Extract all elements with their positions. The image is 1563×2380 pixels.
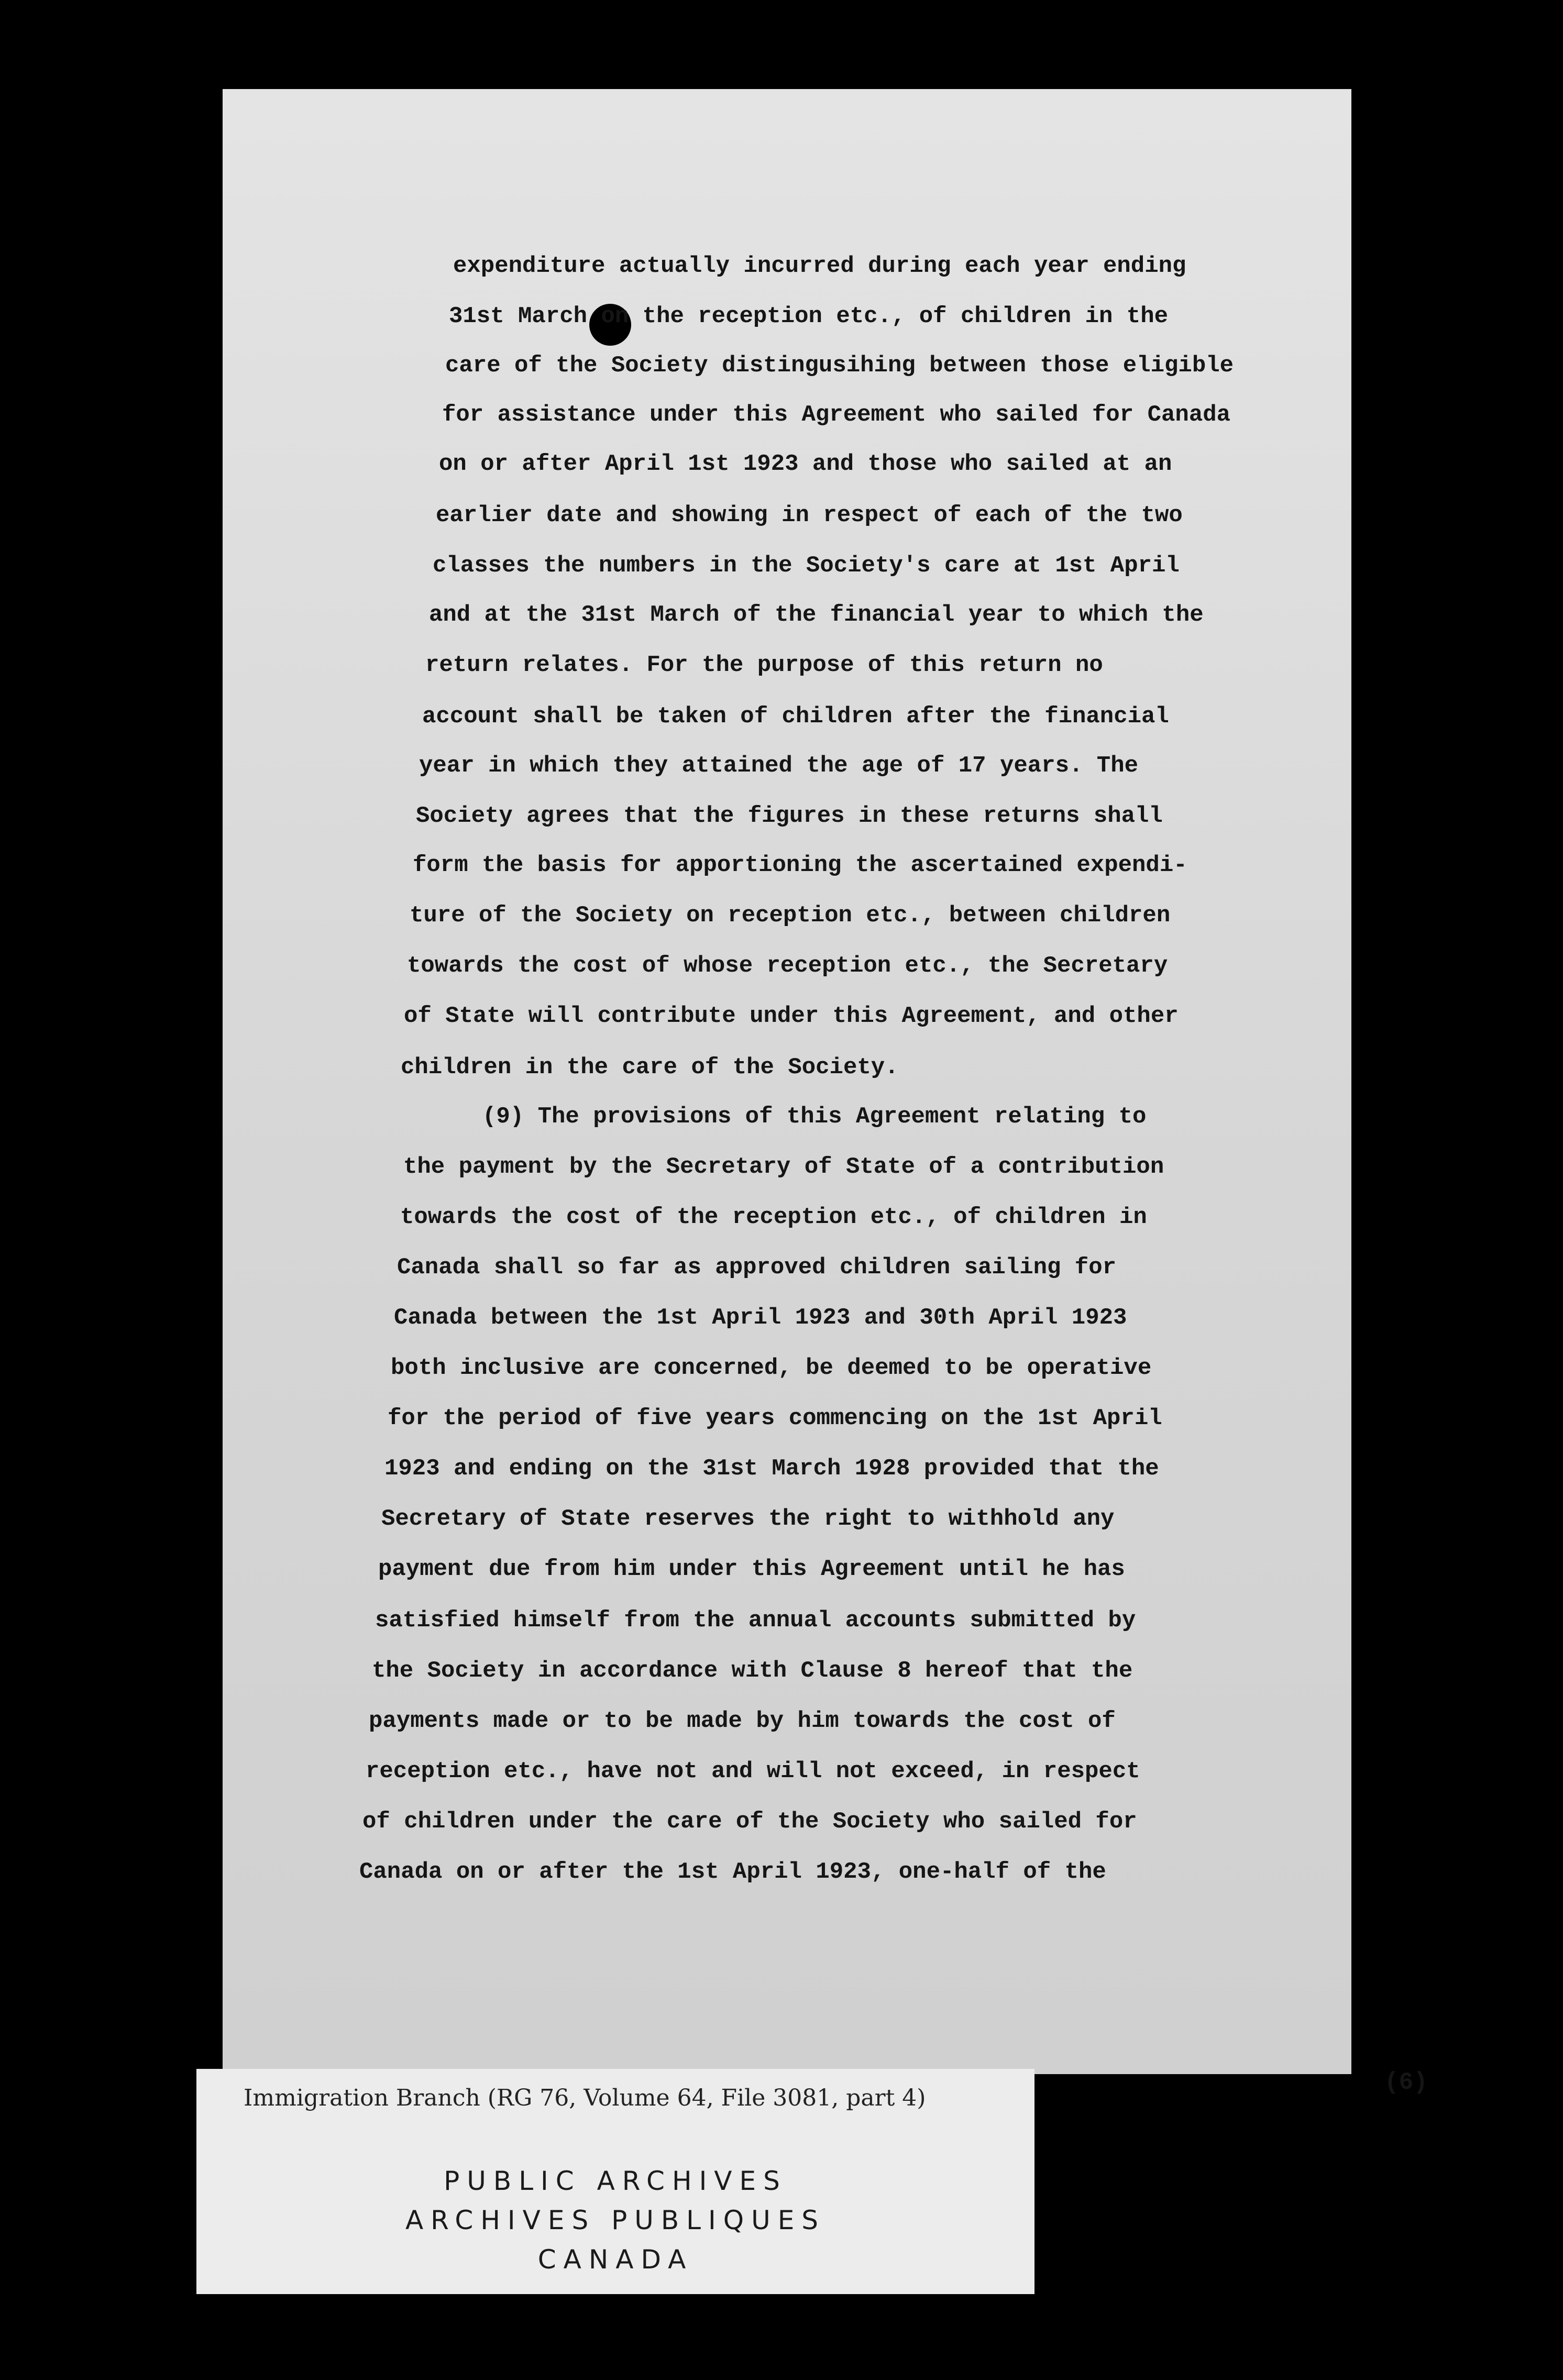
document-line: (9) The provisions of this Agreement relating to <box>482 1104 1147 1130</box>
document-line: both inclusive are concerned, be deemed to be operative <box>391 1355 1152 1381</box>
document-line: towards the cost of the reception etc., of children in <box>400 1204 1147 1230</box>
document-line: Canada shall so far as approved children sailing for <box>397 1254 1117 1281</box>
document-line: of State will contribute under this Agreement, and other <box>404 1003 1179 1029</box>
document-line: ture of the Society on reception etc., between children <box>410 902 1171 929</box>
archive-reference: Immigration Branch (RG 76, Volume 64, File 3081, part 4) <box>244 2085 926 2111</box>
document-line: Society agrees that the figures in these returns shall <box>416 803 1163 829</box>
document-page <box>223 89 1428 2096</box>
document-line: satisfied himself from the annual accounts submitted by <box>375 1607 1136 1634</box>
document-line: on or after April 1st 1923 and those who sailed at an <box>439 451 1172 477</box>
archive-title-en: PUBLIC ARCHIVES <box>444 2166 787 2196</box>
document-line: and at the 31st March of the financial year to which the <box>429 602 1204 628</box>
document-line: children in the care of the Society. <box>401 1054 899 1081</box>
document-line: expenditure actually incurred during each year ending <box>453 253 1186 279</box>
document-line: the Society in accordance with Clause 8 hereof that the <box>372 1658 1133 1684</box>
document-line: 31st March on the reception etc., of children in the <box>449 303 1169 329</box>
archive-title-fr: ARCHIVES PUBLIQUES <box>405 2205 826 2235</box>
document-line: classes the numbers in the Society's care at 1st April <box>433 553 1180 579</box>
document-line: payment due from him under this Agreement until he has <box>378 1556 1125 1582</box>
document-line: form the basis for apportioning the ascertained expendi- <box>413 852 1187 878</box>
document-line: of children under the care of the Society who sailed for <box>362 1809 1137 1835</box>
document-line: account shall be taken of children after the financial <box>422 703 1169 730</box>
archive-label <box>196 2069 1034 2294</box>
document-line: reception etc., have not and will not exceed, in respect <box>366 1758 1140 1784</box>
document-line: Canada on or after the 1st April 1923, one-half of the <box>359 1859 1106 1885</box>
document-line: for the period of five years commencing on the 1st April <box>388 1405 1162 1431</box>
document-line: the payment by the Secretary of State of a contribution <box>403 1154 1164 1180</box>
document-line: towards the cost of whose reception etc., the Secretary <box>407 953 1168 979</box>
document-line: 1923 and ending on the 31st March 1928 provided that the <box>384 1456 1159 1482</box>
document-line: payments made or to be made by him towards the cost of <box>369 1708 1116 1734</box>
document-line: for assistance under this Agreement who sailed for Canada <box>442 402 1231 428</box>
page-number: (6) <box>1384 2069 1428 2096</box>
document-line: Canada between the 1st April 1923 and 30th April 1923 <box>394 1305 1127 1331</box>
document-line: care of the Society distingusihing between those eligible <box>445 352 1234 379</box>
document-line: year in which they attained the age of 17 years. The <box>419 753 1139 779</box>
document-line: earlier date and showing in respect of each of the two <box>436 502 1183 528</box>
document-line: Secretary of State reserves the right to withhold any <box>381 1506 1115 1532</box>
document-line: return relates. For the purpose of this return no <box>425 652 1103 678</box>
archive-country: CANADA <box>537 2244 694 2275</box>
